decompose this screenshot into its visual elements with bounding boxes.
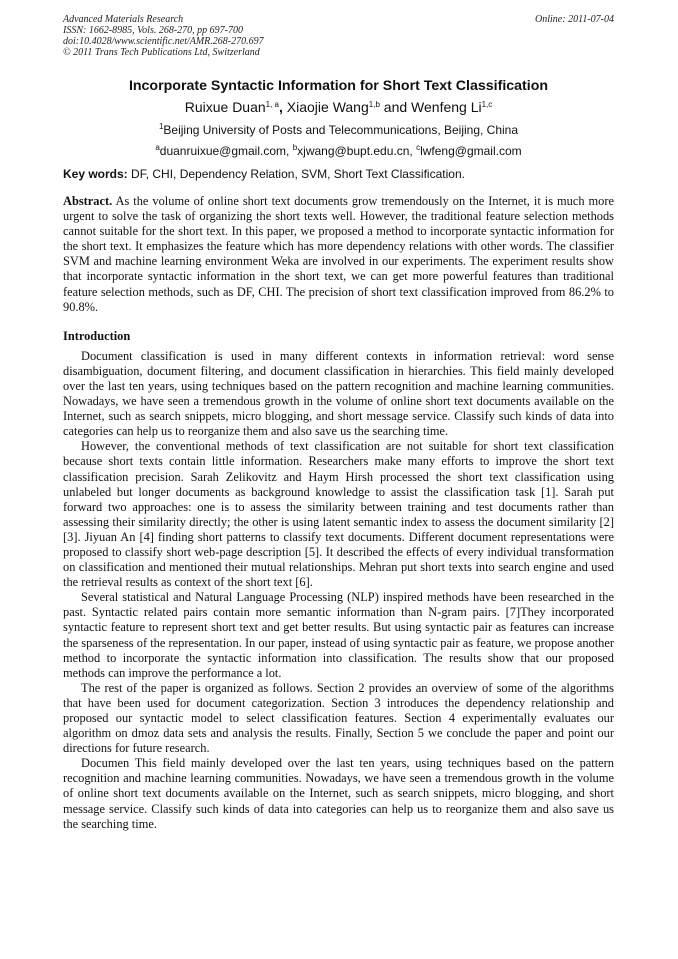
section-heading-introduction: Introduction	[63, 328, 131, 343]
abstract-label: Abstract.	[63, 194, 113, 208]
affiliation-mark: 1	[158, 122, 164, 131]
journal-name: Advanced Materials Research	[63, 14, 184, 25]
author-affil-mark: 1,c	[481, 100, 493, 109]
email-address: xjwang@bupt.edu.cn	[297, 144, 410, 158]
keywords	[63, 166, 614, 182]
affiliation	[63, 122, 614, 138]
author-list	[63, 98, 614, 116]
author-name: Wenfeng Li	[411, 99, 482, 115]
doi-line: doi:10.4028/www.scientific.net/AMR.268-270.697	[63, 36, 264, 47]
keywords-text: DF, CHI, Dependency Relation, SVM, Short Text Classification.	[131, 167, 465, 181]
author-affil-mark: 1, a	[265, 100, 279, 109]
email-address: duanruixue@gmail.com	[159, 144, 287, 158]
paragraph: Documen This field mainly developed over the last ten years, using techniques based on the pattern recognition and machine learning communities. Nowadays, we have seen a tremendous growth in the volume of online short text documents available on the Internet, such as search snippets, micro blogging, and short message service. Classify such kinds of data into categories can help us to reorganize them and also save us the searching time.	[63, 756, 614, 831]
affiliation-text: Beijing University of Posts and Telecommunications, Beijing, China	[163, 123, 519, 137]
paragraph: However, the conventional methods of text classification are not suitable for short text classification because short texts contain little information. Researchers make many efforts to improve the short text classification precision. Sarah Zelikovitz and Haym Hirsh processed the short text classification using unlabeled but longer documents as background knowledge to assist the classification task [1]. Sarah put forward two approaches: one is to assess the similarity between training and test documents rather than assessing their similarity directly; the other is using latent semantic index to assess the document similarity [2][3]. Jiyuan An [4] finding short patterns to classify text documents. Different document representations were proposed to classify short web-page description [5]. It described the effects of every individual transformation on classification and mentioned their mutual relationships. Mehran put short texts into search engine and used the retrieval results as context of the short text [6].	[63, 439, 614, 590]
author-name: Xiaojie Wang	[286, 99, 369, 115]
email-list: $^a$duanruixue@gmail.com, $^b$xjwang@bupt.edu.cn, $^c$lwfeng@gmail.com	[155, 143, 522, 158]
copyright-line: © 2011 Trans Tech Publications Ltd, Switzerland	[63, 47, 260, 58]
abstract-text: As the volume of online short text documents grow tremendously on the Internet, it is much more urgent to solve the task of organizing the short texts well. However, the traditional feature selection methods cannot suitable for the short text. In this paper, we proposed a method to incorporate syntactic information for the short text. It emphasizes the feature which has more dependency relations with other words. The classifier SVM and machine learning environment Weka are involved in our experiments. The experiment results show that incorporate syntactic information in the short text, we can get more powerful features than traditional feature selection methods, such as DF, CHI. The precision of short text classification improved from 86.2% to 90.8%.	[63, 194, 614, 314]
online-date: Online: 2011-07-04	[535, 14, 614, 25]
author-affil-mark: 1,b	[368, 100, 380, 109]
author-name: Ruixue Duan	[184, 99, 266, 115]
issn-line: ISSN: 1662-8985, Vols. 268-270, pp 697-700	[63, 25, 243, 36]
keywords-label: Key words:	[63, 167, 128, 181]
email-address: lwfeng@gmail.com	[420, 144, 522, 158]
paper-title: Incorporate Syntactic Information for Short Text Classification	[128, 78, 549, 94]
paper-page	[63, 14, 614, 832]
author-separator: ,	[279, 99, 287, 115]
abstract	[63, 194, 614, 315]
paragraph: Several statistical and Natural Language Processing (NLP) inspired methods have been researched in the past. Syntactic related pairs contain more semantic information than N-gram pairs. [7]They incorporated syntactic feature to represent short text and get better results. But using syntactic pair as features can increase the sparseness of the representation. In our paper, instead of using syntactic pair as feature, we propose another method to incorporate the syntactic information into classification. The results show that our proposed methods can improve the performance a lot.	[63, 590, 614, 680]
paragraph: The rest of the paper is organized as follows. Section 2 provides an overview of some of the algorithms that have been used for document categorization. Section 3 introduces the dependency relationship and proposed our syntactic model to select classification features. Section 4 experimentally evaluates our algorithm on dmoz data sets and analysis the results. Finally, Section 5 we conclude the paper and point our directions for future research.	[63, 680, 614, 756]
author-separator: and	[379, 99, 412, 115]
journal-header	[63, 14, 614, 58]
paragraph: Document classification is used in many different contexts in information retrieval: word sense disambiguation, document filtering, and document classification in hierarchies. This field mainly developed over the last ten years, using techniques based on the pattern recognition and machine learning communities. Nowadays, we have seen a tremendous growth in the volume of online short text documents available on the Internet, such as search snippets, micro blogging, and short message service. Classify such kinds of data into categories can help us to reorganize them and also save us the searching time.	[63, 348, 614, 439]
